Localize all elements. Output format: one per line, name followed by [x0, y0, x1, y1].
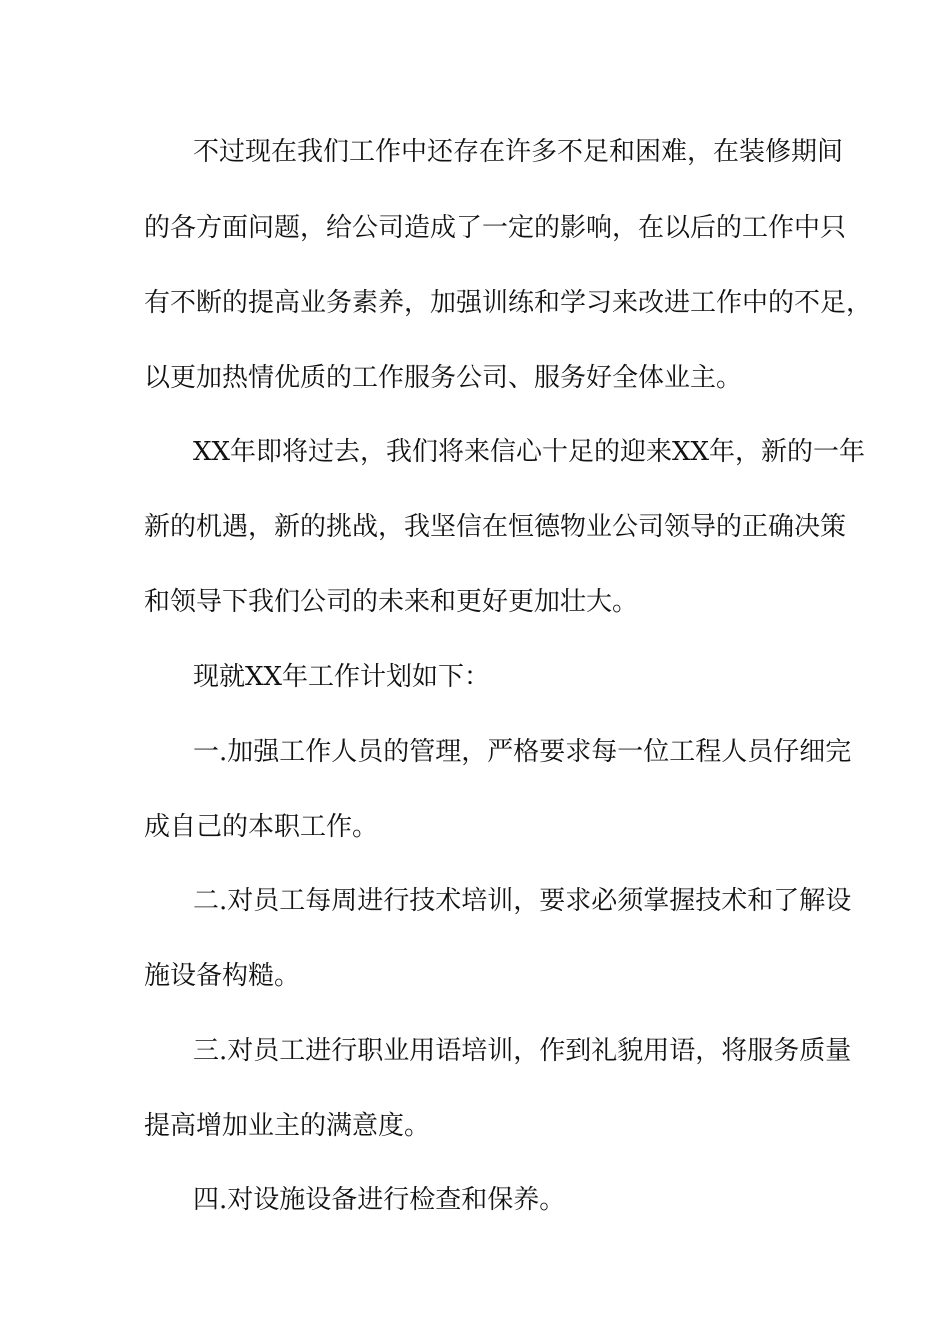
plan-item-3-line-1: 三.对员工进行职业用语培训，作到礼貌用语，将服务质量	[193, 1036, 852, 1066]
paragraph-2-line-1: XX年即将过去，我们将来信心十足的迎来XX年，新的一年	[193, 437, 866, 467]
plan-item-4: 四.对设施设备进行检查和保养。	[193, 1185, 566, 1215]
plan-item-1-line-2: 成自己的本职工作。	[144, 812, 379, 842]
paragraph-1-line-2: 的各方面问题，给公司造成了一定的影响，在以后的工作中只	[144, 213, 847, 243]
plan-intro: 现就XX年工作计划如下：	[193, 662, 491, 692]
paragraph-1-line-3: 有不断的提高业务素养，加强训练和学习来改进工作中的不足，	[144, 288, 873, 318]
plan-item-2-line-2: 施设备构糙。	[144, 961, 301, 991]
plan-item-3-line-2: 提高增加业主的满意度。	[144, 1111, 431, 1141]
plan-item-2-line-1: 二.对员工每周进行技术培训，要求必须掌握技术和了解设	[193, 886, 852, 916]
paragraph-1-line-4: 以更加热情优质的工作服务公司、服务好全体业主。	[144, 363, 743, 393]
paragraph-2-line-2: 新的机遇，新的挑战，我坚信在恒德物业公司领导的正确决策	[144, 512, 847, 542]
paragraph-2-line-3: 和领导下我们公司的未来和更好更加壮大。	[144, 587, 639, 617]
plan-item-1-line-1: 一.加强工作人员的管理，严格要求每一位工程人员仔细完	[193, 737, 852, 767]
paragraph-1-line-1: 不过现在我们工作中还存在许多不足和困难，在装修期间	[193, 137, 844, 167]
